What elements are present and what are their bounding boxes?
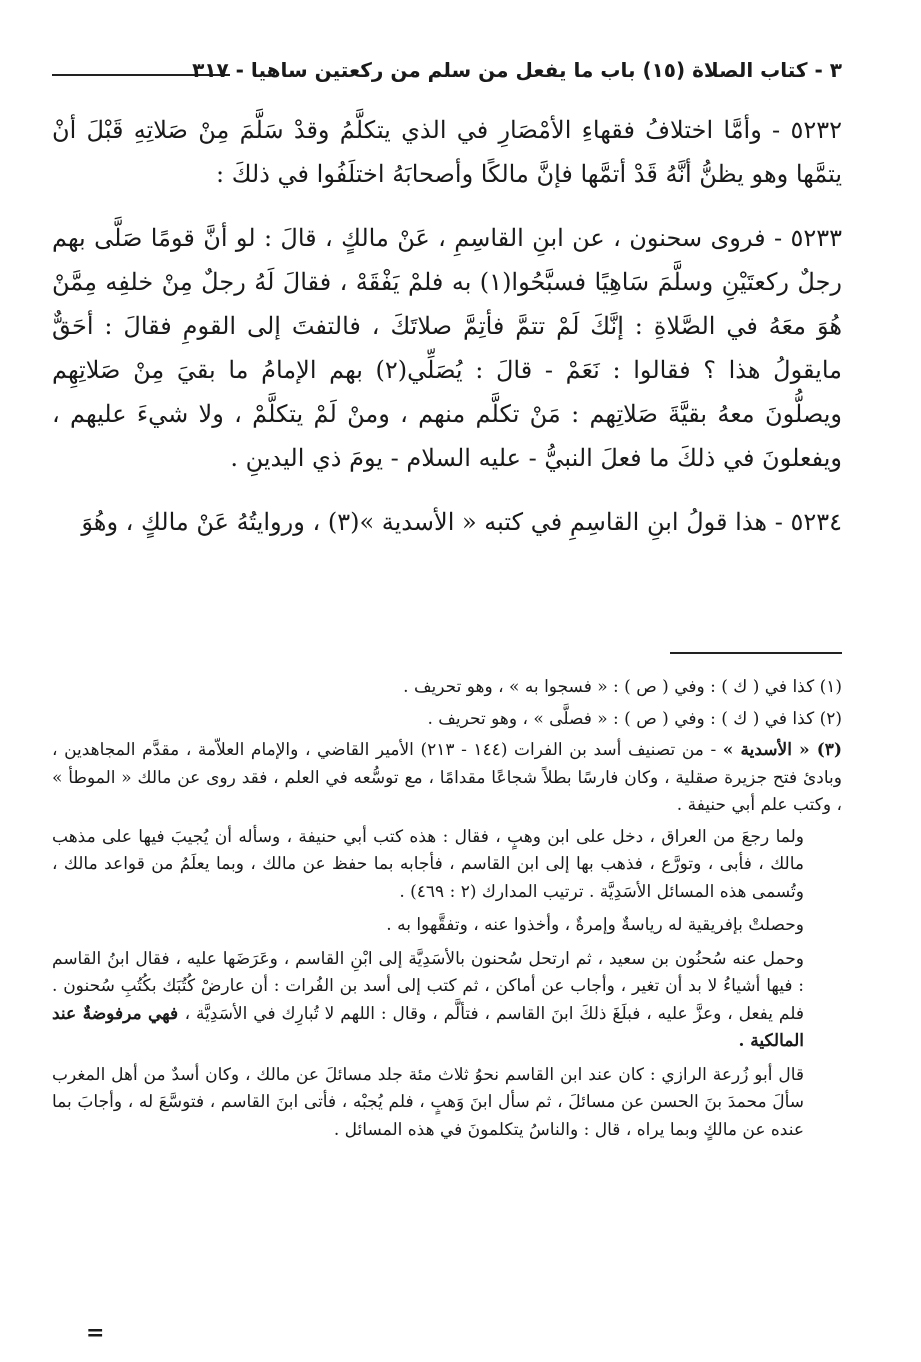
footnote-separator [670, 652, 842, 654]
footnote-3-intro: - من تصنيف أسد بن الفرات (١٤٤ - ٢١٣) الأمير القاضي ، والإمام العلاّمة ، مقدَّم المجاهدين ، وبادئ فتح جزيرة صقلية ، وكان فارسًا بطلاً شجاعًا مقدامًا ، مع توسُّعه في العلم ، فقد روى عن مالك « الموطأ » ، وكتب علم أبي حنيفة . [52, 740, 842, 815]
footnote-3-para-2: ولما رجعَ من العراق ، دخل على ابن وهبٍ ، فقال : هذه كتب أبي حنيفة ، وسأله أن يُجيبَ فيها على مذهب مالك ، فأبى ، وتورَّع ، فذهب بها إلى ابن القاسم ، فأجابه بما حفظ عن مالك ، وبما يعلَمُ من قواعد مالك ، وتُسمى هذه المسائل الأسَدِيَّة . ترتيب المدارك (٢ : ٤٦٩) . [52, 826, 804, 902]
footnote-3-para-5: قال أبو زُرعة الرازي : كان عند ابن القاسم نحوُ ثلاث مئة جلد مسائلَ عن مالك ، وكان أسدٌ من أهل المغرب سألَ محمدَ بنَ الحسن عن مسائلَ ، ثم سأل ابنَ وَهبٍ ، فلم يُجبْه ، فأتى ابنَ القاسم ، فتوسَّعَ له ، وأجابَ بما عنده عن مالكٍ وبما يراه ، قال : والناسُ يتكلمونَ في هذه المسائل . [52, 1064, 804, 1140]
footnotes [52, 674, 842, 1150]
main-text [52, 108, 842, 544]
footnote-2: (٢) كذا في ( ك ) : وفي ( ص ) : « فصلَّى » ، وهو تحريف . [427, 708, 842, 729]
paragraph-5232: ٥٢٣٢ - وأمَّا اختلافُ فقهاءِ الأمْصَارِ في الذي يتكلَّمُ وقدْ سَلَّمَ مِنْ صَلاتِهِ قَبْلَ أنْ يتمَّها وهو يظنُّ أنَّهُ قَدْ أتمَّها فإنَّ مالكًا وأصحابَهُ اختلَفُوا في ذلكَ : [52, 116, 842, 188]
footnote-1: (١) كذا في ( ك ) : وفي ( ص ) : « فسجوا به » ، وهو تحريف . [403, 677, 842, 697]
footnote-3-marker: (٣) « الأسدية » [722, 740, 842, 760]
paragraph-5234: ٥٢٣٤ - هذا قولُ ابنِ القاسِمِ في كتبه « الأسدية »(٣) ، وروايتُهُ عَنْ مالكٍ ، وهُوَ [81, 508, 842, 536]
footnote-3-para-4-text: وحمل عنه سُحنُون بن سعيد ، ثم ارتحل سُحنون بالأسَدِيَّة إلى ابْنِ القاسم ، وعَرَضَها عليه ، فقال ابنُ القاسم : فيها أشياءُ لا بد أن تغير ، وأجاب عن أماكن ، ثم كتب إلى أسد بن الفُرات : أن عارضْ كُتُبَك بكُتُبِ سُحنون . فلم يفعل ، وعزَّ عليه ، فبلَغَ ذلكَ ابنَ القاسم ، فتألَّم ، وقال : اللهم لا تُبارِك في الأسَدِيَّة ، [52, 948, 804, 1024]
running-header [52, 52, 842, 92]
footnote-3-para-3: وحصلتْ بإفريقية له رياسةٌ وإمرةٌ ، وأخذوا عنه ، وتفقَّهوا به . [386, 915, 804, 935]
footnote-3 [52, 737, 842, 820]
footnote-3-para-4 [52, 946, 804, 1056]
footnote-3-para-4-bold: فهي مرفوضةٌ عند المالكية . [52, 1003, 804, 1051]
header-title: ٣ - كتاب الصلاة (١٥) باب ما يفعل من سلم من ركعتين ساهيا - ٣١٧ [192, 58, 842, 82]
paragraph-5233: ٥٢٣٣ - فروى سحنون ، عن ابنِ القاسِمِ ، عَنْ مالكٍ ، قالَ : لو أنَّ قومًا صَلَّى بهم رجلٌ ركعتَيْنِ وسلَّمَ سَاهِيًا فسبَّحُوا(١) به فلمْ يَفْقَهْ ، فقالَ لَهُ رجلٌ مِنْ خلفِه مِمَّنْ هُوَ معَهُ في الصَّلاةِ : إنَّكَ لَمْ تتمَّ فأتِمَّ صلاتَكَ ، فالتفتَ إلى القومِ فقالَ : أحَقٌّ مايقولُ هذا ؟ فقالوا : نَعَمْ - قالَ : يُصَلِّي(٢) بهم الإمامُ ما بقيَ مِنْ صَلاتِهِم ويصلُّونَ معهُ بقيَّةَ صَلاتِهم : مَنْ تكلَّم منهم ، ومنْ لَمْ يتكلَّمْ ، ولا شيءَ عليهم ، ويفعلونَ في ذلكَ ما فعلَ النبيُّ - عليه السلام - يومَ ذي اليدينِ . [52, 224, 842, 472]
footnote-3-continuation [52, 824, 842, 1145]
page-mark: = [86, 1320, 105, 1346]
